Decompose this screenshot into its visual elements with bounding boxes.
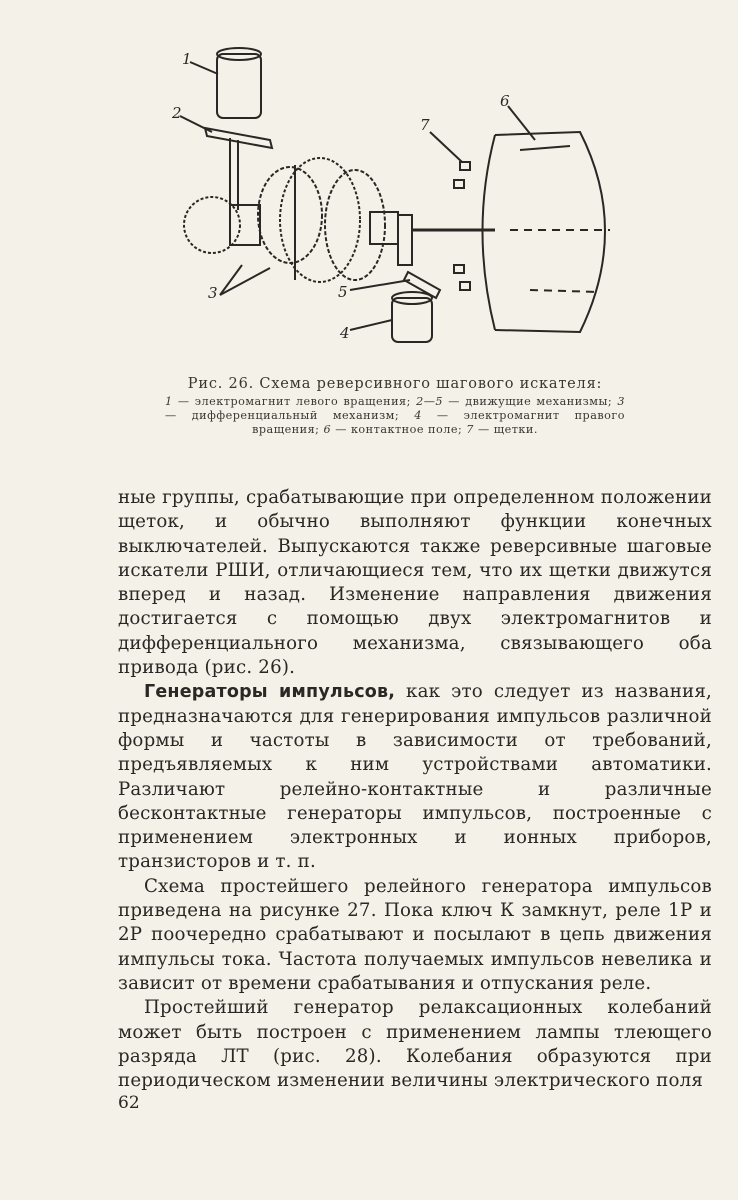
legend-num: 3 (617, 395, 625, 408)
fig-label-6: 6 (500, 92, 510, 110)
paragraph-2-heading: Генераторы импульсов, (144, 682, 396, 703)
paragraph-2-text: как это следует из названия, предназначаются для генерирования импульсов различной формы и частоты в зависимости от требований, предъявляемых к ним устройствами автоматики. Различают релейно-контактные и различные бесконтактные генераторы импульсов, построенные с применением электронных и ионных приборов, транзисторов и т. п. (118, 681, 712, 873)
paragraph-1: ные группы, срабатывающие при определенном положении щеток, и обычно выполняют функции конечных выключателей. Выпускаются также реверсивные шаговые искатели РШИ, отличающиеся тем, что их щетки движутся вперед и назад. Изменение направления движения достигается с помощью двух электромагнитов и дифференциального механизма, связывающего оба привода (рис. 26). (118, 487, 712, 679)
legend-text: — щетки. (473, 423, 538, 436)
legend-text: — контактное поле; (331, 423, 467, 436)
legend-text: — электромагнит левого вращения; (172, 395, 417, 408)
stepper-drawing (160, 40, 640, 360)
fig-label-2: 2 (172, 104, 182, 122)
caption-legend (165, 395, 625, 437)
fig-label-4: 4 (340, 324, 350, 342)
figure-caption (165, 376, 625, 437)
caption-title: Рис. 26. Схема реверсивного шагового искателя: (187, 376, 603, 392)
legend-text: — электромагнит правого вращения; (252, 409, 626, 436)
legend-num: 1 (165, 395, 173, 408)
bevel-gear-left (258, 167, 322, 263)
fig-label-1: 1 (182, 50, 192, 68)
electromagnet-left (217, 54, 261, 118)
paragraph-4: Простейший генератор релаксационных колебаний может быть построен с применением лампы тлеющего разряда ЛТ (рис. 28). Колебания образуются при периодическом изменении величины электрического поля (118, 997, 712, 1092)
fig-label-5: 5 (338, 283, 348, 301)
contact-field (483, 135, 496, 330)
paragraph-2 (118, 680, 712, 874)
legend-num: 2—5 (416, 395, 444, 408)
legend-text: — дифференциальный механизм; (165, 409, 415, 422)
paragraph-3: Схема простейшего релейного генератора импульсов приведена на рисунке 27. Пока ключ К замкнут, реле 1Р и 2Р поочередно срабатывают и посылают в цепь движения импульсы тока. Частота получаемых импульсов невелика и зависит от времени срабатывания и отпускания реле. (118, 875, 712, 994)
fig-label-3: 3 (208, 284, 218, 302)
legend-num: 6 (323, 423, 332, 436)
legend-num: 7 (466, 423, 474, 436)
legend-num: 4 (414, 409, 422, 422)
legend-text: — движущие механизмы; (443, 395, 618, 408)
fig-label-7: 7 (420, 116, 430, 134)
body-text (118, 486, 712, 1093)
page-number: 62 (118, 1093, 140, 1113)
stepper-diagram (160, 40, 640, 360)
